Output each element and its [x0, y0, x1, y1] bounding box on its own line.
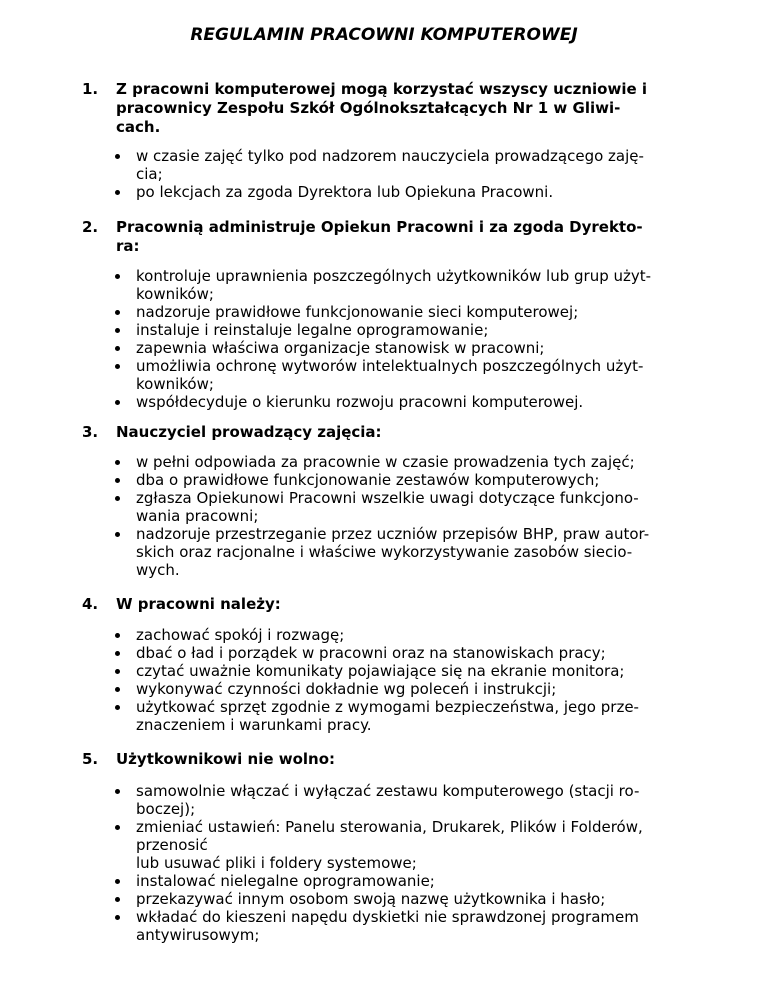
section-number: 4. [82, 595, 99, 613]
bullet-icon [115, 478, 120, 483]
bullet-icon [115, 915, 120, 920]
list-item: wykonywać czynności dokładnie wg poleceń i instrukcji; [82, 680, 682, 698]
section-heading-text: W pracowni należy: [116, 595, 281, 613]
bullet-icon [115, 669, 120, 674]
section-1 [82, 80, 682, 201]
section-2 [82, 218, 682, 411]
section-number: 1. [82, 80, 99, 98]
bullet-icon [115, 400, 120, 405]
list-item: zmieniać ustawień: Panelu sterowania, Drukarek, Plików i Folderów, przenosić lub usuwać pliki i foldery systemowe; [82, 818, 682, 872]
list-item: w pełni odpowiada za pracownie w czasie prowadzenia tych zajęć; [82, 453, 682, 471]
bullet-icon [115, 633, 120, 638]
bullet-icon [115, 705, 120, 710]
section-number: 5. [82, 750, 99, 768]
section-4 [82, 595, 682, 734]
bullet-icon [115, 154, 120, 159]
list-item: użytkować sprzęt zgodnie z wymogami bezpieczeństwa, jego prze- znaczeniem i warunkami pracy. [82, 698, 682, 734]
bullet-icon [115, 346, 120, 351]
list-item: czytać uważnie komunikaty pojawiające się na ekranie monitora; [82, 662, 682, 680]
list-item: umożliwia ochronę wytworów intelektualnych poszczególnych użyt- kowników; [82, 357, 682, 393]
list-item: wkładać do kieszeni napędu dyskietki nie sprawdzonej programem antywirusowym; [82, 908, 682, 944]
list-item: zapewnia właściwa organizacje stanowisk w pracowni; [82, 339, 682, 357]
rule-list [82, 453, 682, 579]
section-heading-text: Użytkownikowi nie wolno: [116, 750, 336, 768]
list-item: instalować nielegalne oprogramowanie; [82, 872, 682, 890]
bullet-icon [115, 460, 120, 465]
list-item: instaluje i reinstaluje legalne oprogramowanie; [82, 321, 682, 339]
bullet-icon [115, 310, 120, 315]
section-heading-text: Pracownią administruje Opiekun Pracowni i za zgoda Dyrekto- ra: [116, 218, 643, 255]
section-heading [82, 80, 682, 137]
rule-list [82, 626, 682, 734]
document-title: REGULAMIN PRACOWNI KOMPUTEROWEJ [190, 25, 578, 45]
section-heading [82, 218, 682, 256]
list-item: przekazywać innym osobom swoją nazwę użytkownika i hasło; [82, 890, 682, 908]
list-item: kontroluje uprawnienia poszczególnych użytkowników lub grup użyt- kowników; [82, 267, 682, 303]
rule-list [82, 267, 682, 411]
section-heading [82, 750, 682, 769]
bullet-icon [115, 190, 120, 195]
list-item: zachować spokój i rozwagę; [82, 626, 682, 644]
bullet-icon [115, 496, 120, 501]
bullet-icon [115, 651, 120, 656]
section-3 [82, 423, 682, 579]
bullet-icon [115, 687, 120, 692]
list-item: współdecyduje o kierunku rozwoju pracowni komputerowej. [82, 393, 682, 411]
bullet-icon [115, 364, 120, 369]
list-item: dbać o ład i porządek w pracowni oraz na stanowiskach pracy; [82, 644, 682, 662]
bullet-icon [115, 897, 120, 902]
rule-list [82, 782, 682, 944]
section-heading-text: Z pracowni komputerowej mogą korzystać wszyscy uczniowie i pracownicy Zespołu Szkół Ogólnokształcących Nr 1 w Gliwi- cach. [116, 80, 648, 136]
section-5 [82, 750, 682, 944]
bullet-icon [115, 879, 120, 884]
rule-list [82, 147, 682, 201]
section-heading [82, 595, 682, 614]
list-item: samowolnie włączać i wyłączać zestawu komputerowego (stacji ro- boczej); [82, 782, 682, 818]
bullet-icon [115, 789, 120, 794]
bullet-icon [115, 328, 120, 333]
section-number: 3. [82, 423, 99, 441]
list-item: nadzoruje przestrzeganie przez uczniów przepisów BHP, praw autor- skich oraz racjonalne i właściwe wykorzystywanie zasobów siecio- wych. [82, 525, 682, 579]
bullet-icon [115, 825, 120, 830]
bullet-icon [115, 274, 120, 279]
list-item: w czasie zajęć tylko pod nadzorem nauczyciela prowadzącego zaję- cia; [82, 147, 682, 183]
list-item: dba o prawidłowe funkcjonowanie zestawów komputerowych; [82, 471, 682, 489]
list-item: po lekcjach za zgoda Dyrektora lub Opiekuna Pracowni. [82, 183, 682, 201]
section-heading-text: Nauczyciel prowadzący zajęcia: [116, 423, 382, 441]
list-item: zgłasza Opiekunowi Pracowni wszelkie uwagi dotyczące funkcjono- wania pracowni; [82, 489, 682, 525]
section-number: 2. [82, 218, 99, 236]
list-item: nadzoruje prawidłowe funkcjonowanie sieci komputerowej; [82, 303, 682, 321]
bullet-icon [115, 532, 120, 537]
section-heading [82, 423, 682, 442]
